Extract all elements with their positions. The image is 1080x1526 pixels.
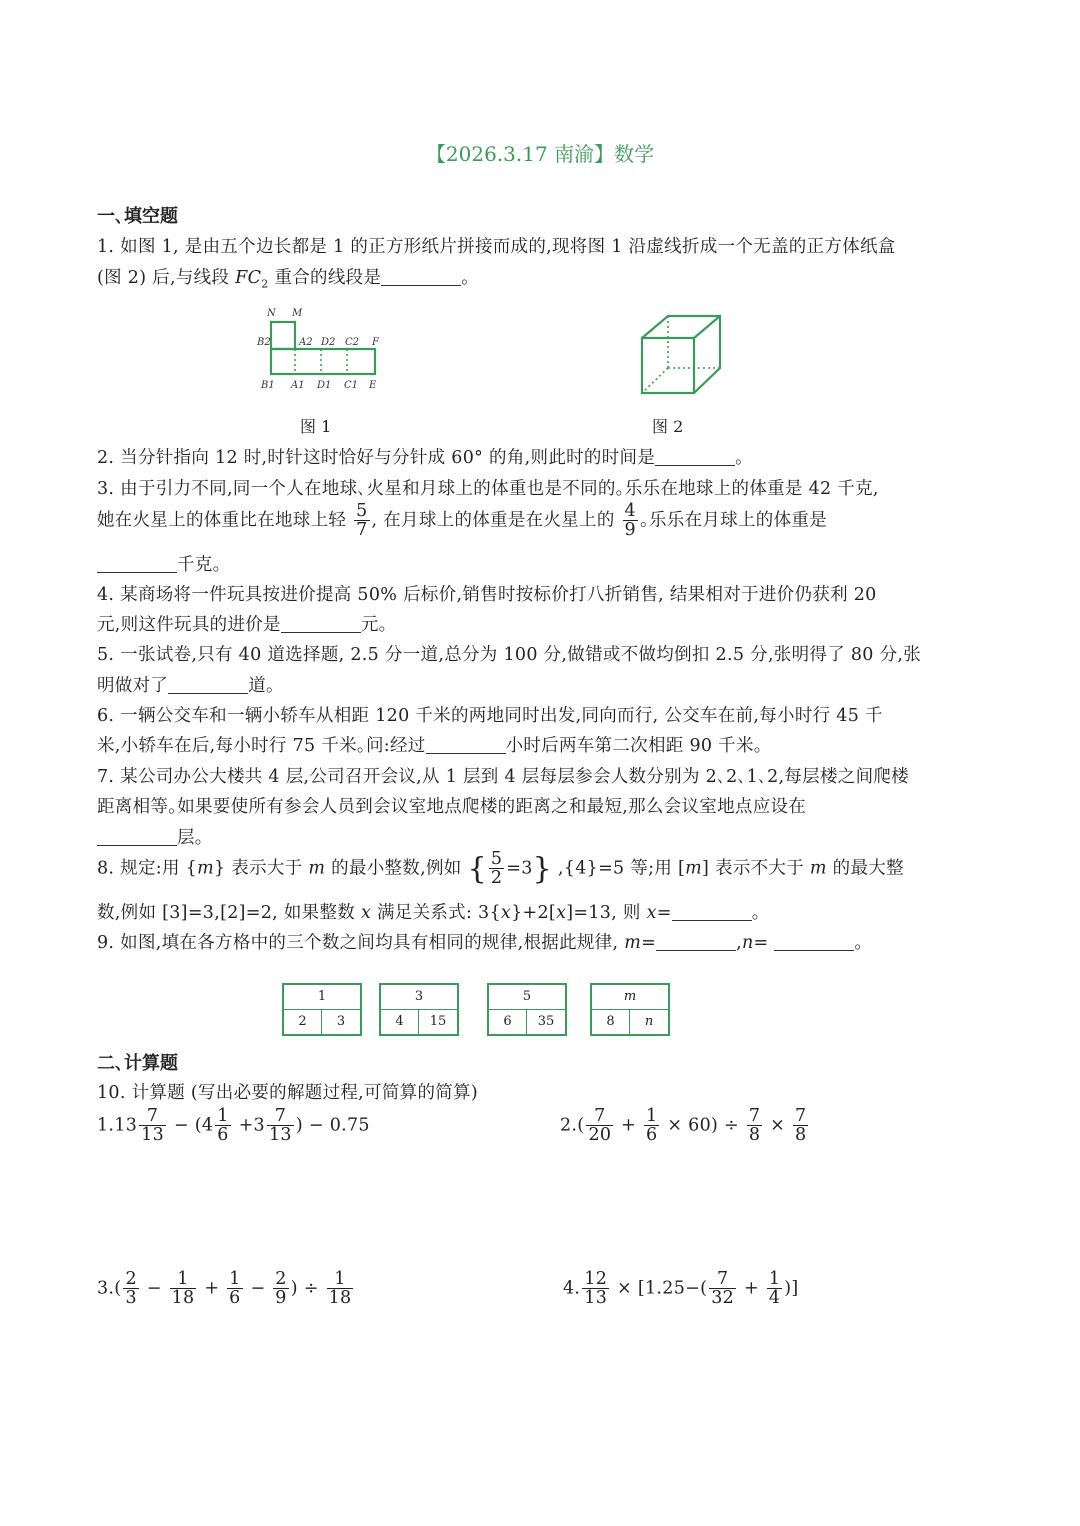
question-8-line-1 (97, 850, 904, 888)
answer-blank-q6[interactable] (426, 736, 506, 755)
grid-box-4 (590, 983, 670, 1036)
question-3-line-1: 3. 由于引力不同,同一个人在地球､火星和月球上的体重也是不同的｡乐乐在地球上的体重是 42 千克, (97, 479, 879, 499)
question-3-line-3 (97, 551, 222, 576)
q8-text-l: = (656, 903, 672, 923)
answer-blank-q1[interactable] (381, 268, 461, 287)
question-10: 10. 计算题 (写出必要的解题过程,可简算的简算) (97, 1083, 478, 1103)
q8-var-m-2: m (308, 858, 326, 879)
answer-blank-q3[interactable] (97, 555, 177, 574)
fig1-label-c1: C1 (344, 380, 359, 391)
grid-4-bottom-left: 8 (592, 1010, 630, 1035)
q4-unit: 元｡ (360, 615, 388, 635)
q8-brace-close: } (532, 851, 553, 887)
q8-var-x-2: x (500, 903, 512, 923)
figure-2-cube (638, 312, 726, 398)
question-7-line-1: 7. 某公司办公大楼共 4 层,公司召开会议,从 1 层到 4 层每层参会人数分别为 2､2､1､2,每层楼之间爬楼 (97, 767, 909, 787)
fig1-label-b2: B2 (257, 337, 271, 348)
q3-text-a: 她在火星上的体重比在地球上轻 (97, 510, 347, 531)
q8-var-m-3: m (685, 858, 703, 879)
calc-problem-4: 4. $\frac{12}{13}$ × [1.25−( $\frac{7}{32}$ + $\frac{1}{4}$ )] (563, 1269, 799, 1309)
q5-unit: 道｡ (248, 676, 276, 696)
q8-text-g: 的最大整 (826, 858, 904, 879)
fig1-label-a2: A2 (299, 337, 313, 348)
q8-brace-open: { (467, 851, 487, 887)
q8-var-x: x (360, 903, 372, 923)
q4-text-a: 元,则这件玩具的进价是 (97, 615, 281, 635)
q8-text-f: ] 表示不大于 (702, 858, 810, 879)
question-1-line-2 (97, 264, 479, 291)
answer-blank-q9-n[interactable] (774, 933, 854, 952)
q8-text-c: 的最小整数,例如 (325, 858, 462, 879)
fig1-label-d1: D1 (317, 380, 332, 391)
fig1-label-n: N (267, 308, 276, 319)
q8-text-e: ,{4}=5 等;用 [ (552, 858, 686, 879)
q9-eq-2: = (753, 933, 775, 953)
q2-text: 2. 当分针指向 12 时,时针这时恰好与分针成 60° 的角,则此时的时间是 (97, 448, 656, 468)
fraction-4-9: $\frac{4}{9}$ (624, 501, 636, 541)
q8-var-m: m (197, 858, 214, 879)
question-5-line-1: 5. 一张试卷,只有 40 道选择题, 2.5 分一道,总分为 100 分,做错或不做均倒扣 2.5 分,张明得了 80 分,张 (97, 645, 922, 665)
grid-3-top: 5 (489, 985, 565, 1010)
grid-3-bottom-left: 6 (489, 1010, 527, 1035)
figure-2-caption: 图 2 (652, 417, 684, 436)
fig1-label-a1: A1 (291, 380, 305, 391)
question-7-line-2: 距离相等｡如果要使所有参会人员到会议室地点爬楼的距离之和最短,那么会议室地点应设在 (97, 797, 807, 817)
answer-blank-q9-m[interactable] (656, 933, 736, 952)
grid-4-bottom-right: n (644, 1013, 654, 1029)
answer-blank-q2[interactable] (655, 448, 735, 467)
q8-text-d: =3 (506, 858, 533, 879)
figure-1-net (255, 302, 395, 394)
q8-text-i: 满足关系式: 3{ (371, 903, 501, 923)
page-title: 【2026.3.17 南渝】数学 (425, 142, 655, 166)
fig1-label-f: F (372, 337, 379, 348)
q9-var-n: n (741, 933, 754, 953)
q1-segment-subscript: 2 (261, 277, 269, 291)
q8-var-m-4: m (809, 858, 827, 879)
fig1-label-m: M (292, 308, 303, 319)
q3-text-b: , 在月球上的体重是在火星上的 (371, 510, 615, 531)
q8-text-b: } 表示大于 (213, 858, 309, 879)
q7-unit: 层｡ (177, 828, 204, 848)
grid-box-3 (487, 983, 567, 1036)
calc-problem-3: 3.( $\frac{2}{3}$ − $\frac{1}{18}$ + $\frac{1}{6}$ − $\frac{2}{9}$ ) ÷ $\frac{1}{18}$ (97, 1269, 352, 1309)
q8-text-a: 8. 规定:用 { (97, 858, 198, 879)
fig1-label-d2: D2 (321, 337, 336, 348)
question-4-line-2 (97, 611, 388, 636)
fig1-label-c2: C2 (345, 337, 360, 348)
q9-sep: , (736, 933, 742, 953)
grid-box-1 (282, 983, 362, 1036)
q5-text-a: 明做对了 (97, 676, 169, 696)
section-heading-calculation: 二､计算题 (97, 1053, 178, 1074)
calc-problem-2: 2.( $\frac{7}{20}$ + $\frac{1}{6}$ × 60) ÷ $\frac{7}{8}$ × $\frac{7}{8}$ (560, 1106, 807, 1146)
grid-2-bottom-right: 15 (429, 1013, 447, 1029)
q8-text-j: }+2[ (511, 903, 557, 923)
q6-text-b: 小时后两车第二次相距 90 千米｡ (505, 736, 763, 756)
grid-box-2 (379, 983, 459, 1036)
question-6-line-1: 6. 一辆公交车和一辆小轿车从相距 120 千米的两地同时出发,同向而行, 公交车在前,每小时行 45 千 (97, 706, 883, 726)
fraction-5-7: $\frac{5}{7}$ (356, 501, 368, 541)
q1-text-a: (图 2) 后,与线段 (97, 268, 236, 288)
q1-text-b: 重合的线段是 (268, 268, 382, 288)
answer-blank-q7[interactable] (97, 828, 177, 847)
question-5-line-2 (97, 672, 275, 697)
grid-2-bottom-left: 4 (381, 1010, 419, 1035)
net-bottom-row (271, 349, 375, 374)
net-square-top (271, 322, 295, 349)
question-3-line-2 (97, 502, 827, 540)
question-4-line-1: 4. 某商场将一件玩具按进价提高 50% 后标价,销售时按标价打八折销售, 结果相对于进价仍获利 20 (97, 585, 877, 605)
grid-4-top: m (592, 985, 668, 1010)
fig1-label-b1: B1 (261, 380, 275, 391)
q6-text-a: 米,小轿车在后,每小时行 75 千米｡问:经过 (97, 736, 426, 756)
q8-var-x-3: x (556, 903, 567, 923)
question-2 (97, 444, 753, 469)
q9-eq: = (641, 933, 657, 953)
question-7-line-3 (97, 824, 204, 849)
fraction-5-2: $\frac{5}{2}$ (490, 849, 503, 889)
grid-1-bottom-left: 2 (284, 1010, 322, 1035)
question-6-line-2 (97, 732, 763, 757)
figure-1-caption: 图 1 (300, 417, 332, 436)
answer-blank-q4[interactable] (281, 615, 361, 634)
calc-problem-1: 1.13 $\frac{7}{13}$ − (4 $\frac{1}{6}$ +3 $\frac{7}{13}$ ) − 0.75 (97, 1106, 370, 1146)
answer-blank-q8[interactable] (672, 903, 752, 922)
q9-var-m: m (624, 933, 642, 953)
q9-text: 9. 如图,填在各方格中的三个数之间均具有相同的规律,根据此规律, (97, 933, 625, 953)
grid-2-top: 3 (381, 985, 457, 1010)
question-1-line-1: 1. 如图 1, 是由五个边长都是 1 的正方形纸片拼接而成的,现将图 1 沿虚线折成一个无盖的正方体纸盒 (97, 237, 896, 257)
question-8-line-2 (97, 899, 770, 924)
question-9 (97, 929, 872, 954)
section-heading-fill-blank: 一､填空题 (97, 206, 178, 227)
q1-text-c: 。 (461, 268, 480, 288)
answer-blank-q5[interactable] (168, 676, 248, 695)
grid-1-top: 1 (284, 985, 360, 1010)
q3-unit: 千克｡ (177, 555, 222, 575)
q8-text-k: ]=13, 则 (566, 903, 647, 923)
grid-1-bottom-right: 3 (336, 1013, 346, 1029)
q8-end: 。 (751, 903, 770, 923)
fig1-label-e: E (369, 380, 377, 391)
q8-text-h: 数,例如 [3]=3,[2]=2, 如果整数 (97, 903, 361, 923)
q1-segment-name: FC (235, 268, 262, 288)
q3-text-c: ｡乐乐在月球上的体重是 (639, 510, 828, 531)
grid-3-bottom-right: 35 (537, 1013, 555, 1029)
q2-end: 。 (735, 448, 753, 468)
q8-var-x-4: x (646, 903, 657, 923)
q9-end: 。 (854, 933, 873, 953)
